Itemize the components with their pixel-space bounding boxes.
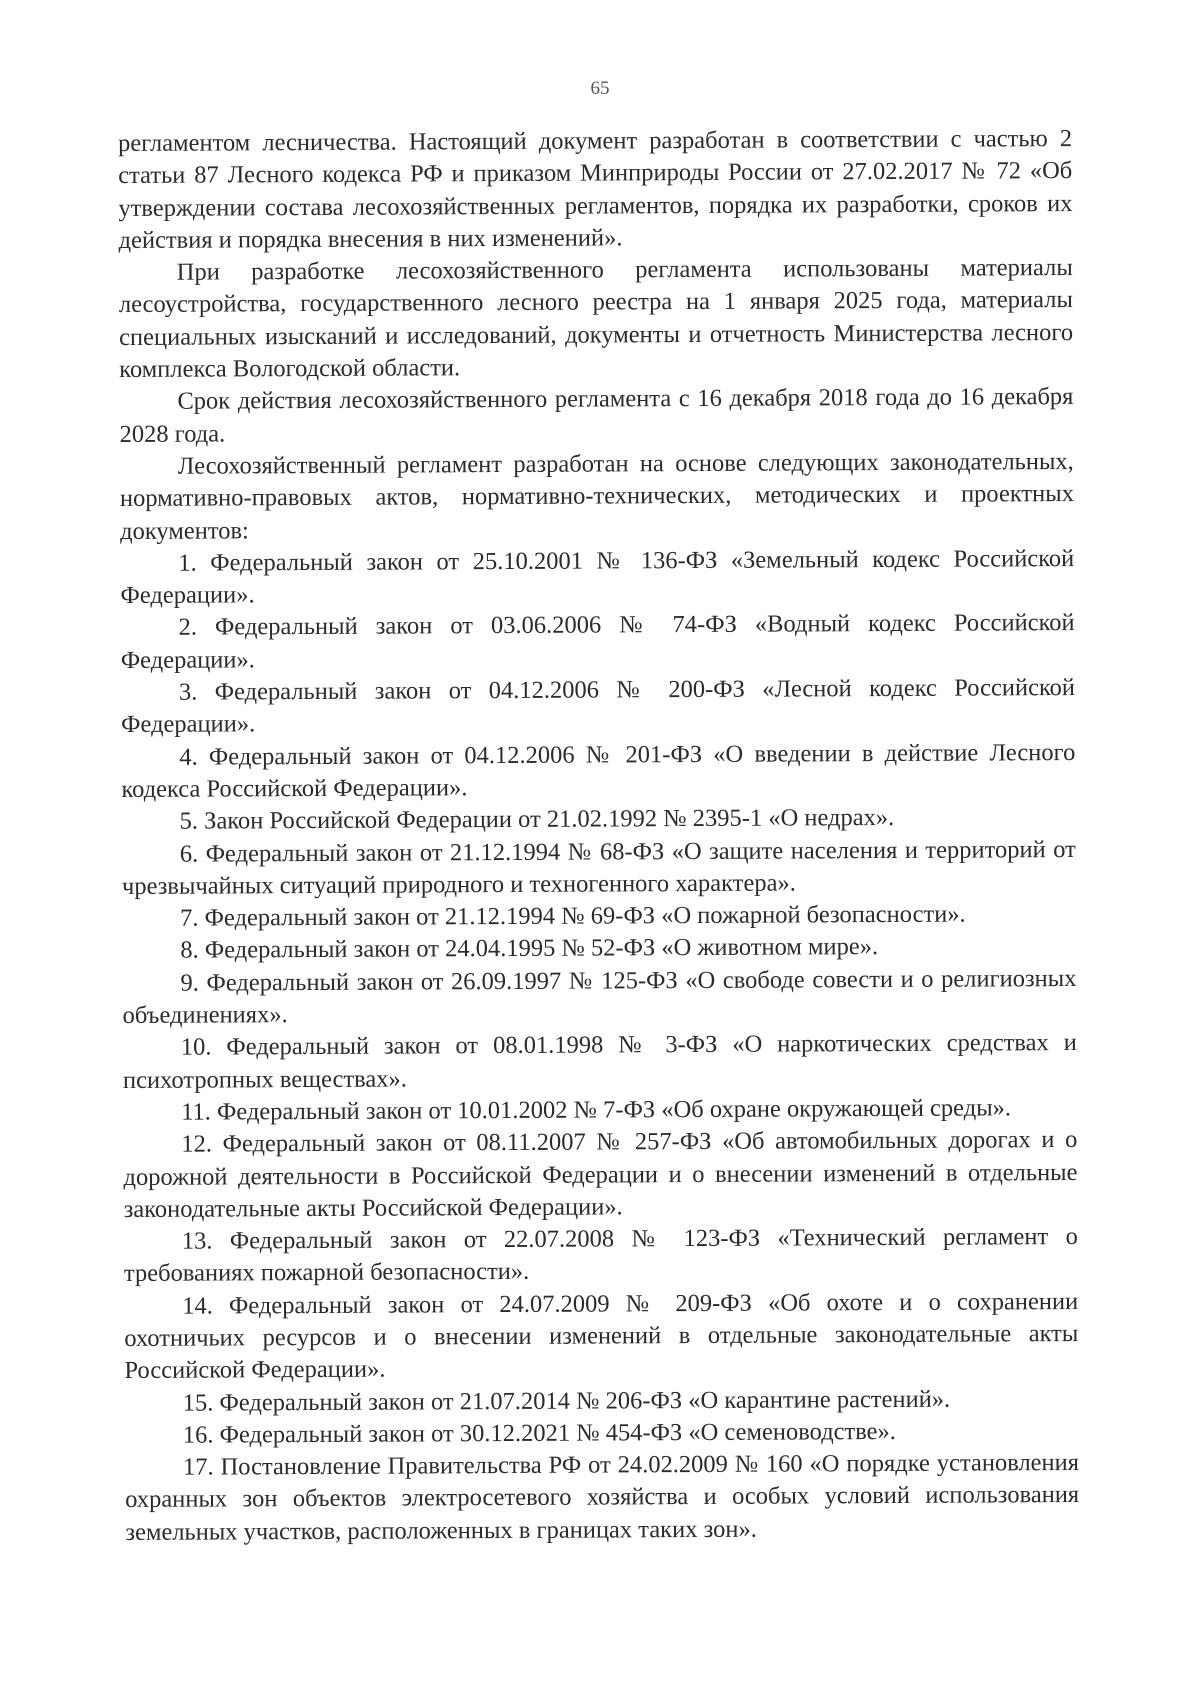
list-item: 17. Постановление Правительства РФ от 24.02.2009 № 160 «О порядке установления охранных зон объектов электросетевого хозяйства и особых условий использования земельных участков, расположенных в границах таких зон». [125,1449,1080,1546]
paragraph-legal-basis: Лесохозяйственный регламент разработан на основе следующих законодательных, нормативно-правовых актов, нормативно-технических, методических и проектных документов: [119,447,1074,545]
list-item: 4. Федеральный закон от 04.12.2006 № 201-ФЗ «О введении в действие Лесного кодекса Российской Федерации». [121,738,1076,803]
document-body [118,123,1079,1549]
paragraph-validity-period: Срок действия лесохозяйственного регламента с 16 декабря 2018 года до 16 декабря 2028 года. [119,383,1074,448]
list-item: 13. Федеральный закон от 22.07.2008 № 123-ФЗ «Технический регламент о требованиях пожарной безопасности». [123,1223,1078,1288]
list-item: 7. Федеральный закон от 21.12.1994 № 69-ФЗ «О пожарной безопасности». [180,900,966,932]
list-item: 5. Закон Российской Федерации от 21.02.1992 № 2395-1 «О недрах». [179,804,895,835]
list-item: 12. Федеральный закон от 08.11.2007 № 257-ФЗ «Об автомобильных дорогах и о дорожной деятельности в Российской Федерации и о внесении изменений в отдельные законодательные акты Российской Федерации». [123,1126,1078,1223]
list-item: 14. Федеральный закон от 24.07.2009 № 209-ФЗ «Об охоте и о сохранении охотничьих ресурсов и о внесении изменений в отдельные законодательные акты Российской Федерации». [124,1287,1079,1385]
page-number: 65 [590,78,610,99]
list-item: 9. Федеральный закон от 26.09.1997 № 125-ФЗ «О свободе совести и о религиозных объединениях». [122,964,1077,1030]
list-item: 16. Федеральный закон от 30.12.2021 № 454-ФЗ «О семеноводстве». [182,1417,896,1449]
paragraph-intro-continuation: регламентом лесничества. Настоящий документ разработан в соответствии с частью 2 статьи 87 Лесного кодекса РФ и приказом Минприроды России от 27.02.2017 № 72 «Об утверждении состава лесохозяйственных регламентов, порядка их разработки, сроков их действия и порядка внесения в них изменений». [118,125,1073,254]
list-item: 10. Федеральный закон от 08.01.1998 № 3-ФЗ «О наркотических средствах и психотропных веществах». [122,1029,1077,1094]
paragraph-materials: При разработке лесохозяйственного регламента использованы материалы лесоустройства, государственного лесного реестра на 1 января 2025 года, материалы специальных изысканий и исследований, документы и отчетность Министерства лесного комплекса Вологодской области. [118,254,1074,384]
list-item: 15. Федеральный закон от 21.07.2014 № 206-ФЗ «О карантине растений». [182,1385,951,1417]
list-item: 11. Федеральный закон от 10.01.2002 № 7-ФЗ «Об охране окружающей среды». [181,1094,1012,1126]
list-item: 3. Федеральный закон от 04.12.2006 № 200-ФЗ «Лесной кодекс Российской Федерации». [121,674,1076,739]
list-item: 6. Федеральный закон от 21.12.1994 № 68-ФЗ «О защите населения и территорий от чрезвычайных ситуаций природного и техногенного характера». [121,835,1076,900]
list-item: 2. Федеральный закон от 03.06.2006 № 74-ФЗ «Водный кодекс Российской Федерации». [120,609,1075,674]
list-item: 8. Федеральный закон от 24.04.1995 № 52-ФЗ «О животном мире». [180,933,879,965]
list-item: 1. Федеральный закон от 25.10.2001 № 136-ФЗ «Земельный кодекс Российской Федерации». [120,544,1075,610]
